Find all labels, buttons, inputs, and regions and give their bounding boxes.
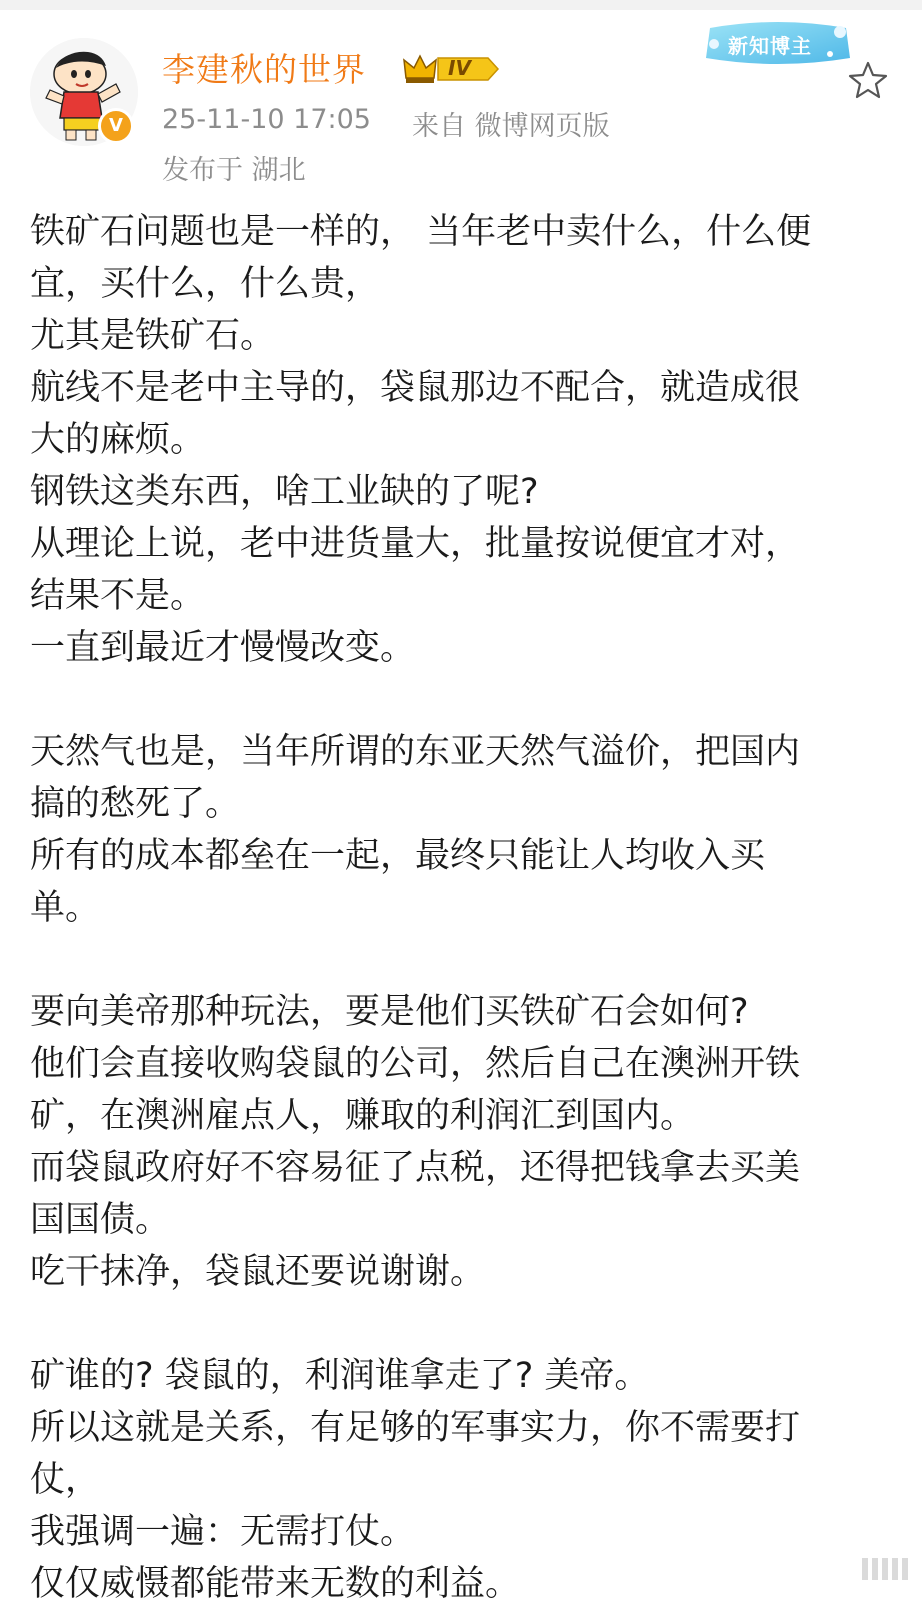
content-line: 宜，买什么，什么贵， <box>30 264 381 304</box>
content-line: 矿谁的? 袋鼠的，利润谁拿走了? 美帝。 <box>30 1356 650 1396</box>
content-line: 航线不是老中主导的，袋鼠那边不配合，就造成很 <box>30 368 801 408</box>
content-line: 矿，在澳洲雇点人，赚取的利润汇到国内。 <box>30 1096 696 1136</box>
post-timestamp: 25-11-10 17:05 <box>162 104 371 135</box>
watermark-bars-icon <box>862 1556 914 1582</box>
paragraph-gap <box>30 1298 870 1350</box>
verified-v-icon: V <box>98 108 134 144</box>
content-line: 一直到最近才慢慢改变。 <box>30 628 416 668</box>
crown-level-icon[interactable] <box>402 52 502 86</box>
content-line: 钢铁这类东西，啥工业缺的了呢? <box>30 472 539 512</box>
content-line: 仗， <box>30 1460 101 1500</box>
post-content <box>30 206 870 1610</box>
content-line: 我强调一遍：无需打仗。 <box>30 1512 416 1552</box>
post-location: 发布于 湖北 <box>162 155 306 186</box>
content-line: 天然气也是，当年所谓的东亚天然气溢价，把国内 <box>30 732 801 772</box>
paragraph-gap <box>30 934 870 986</box>
content-line: 从理论上说，老中进货量大，批量按说便宜才对， <box>30 524 801 564</box>
content-line: 结果不是。 <box>30 576 206 616</box>
content-line: 单。 <box>30 888 101 928</box>
content-line: 搞的愁死了。 <box>30 784 241 824</box>
level-label: IV <box>448 56 471 80</box>
content-line: 大的麻烦。 <box>30 420 206 460</box>
top-strip <box>0 0 922 10</box>
content-line: 而袋鼠政府好不容易征了点税，还得把钱拿去买美 <box>30 1148 801 1188</box>
content-line: 仅仅威慑都能带来无数的利益。 <box>30 1564 521 1604</box>
content-line: 要向美帝那种玩法，要是他们买铁矿石会如何? <box>30 992 749 1032</box>
content-line: 他们会直接收购袋鼠的公司，然后自己在澳洲开铁 <box>30 1044 801 1084</box>
content-line: 所有的成本都垒在一起，最终只能让人均收入买 <box>30 836 766 876</box>
new-blogger-label: 新知博主 <box>728 34 812 58</box>
content-line: 铁矿石问题也是一样的， 当年老中卖什么，什么便 <box>30 212 812 252</box>
content-line: 尤其是铁矿石。 <box>30 316 276 356</box>
username-link[interactable]: 李建秋的世界 <box>162 50 366 89</box>
paragraph-gap <box>30 674 870 726</box>
post-source: 来自 微博网页版 <box>412 111 610 142</box>
content-line: 国国债。 <box>30 1200 171 1240</box>
content-line: 吃干抹净，袋鼠还要说谢谢。 <box>30 1252 486 1292</box>
star-outline-icon[interactable] <box>848 60 888 100</box>
content-line: 所以这就是关系，有足够的军事实力，你不需要打 <box>30 1408 801 1448</box>
